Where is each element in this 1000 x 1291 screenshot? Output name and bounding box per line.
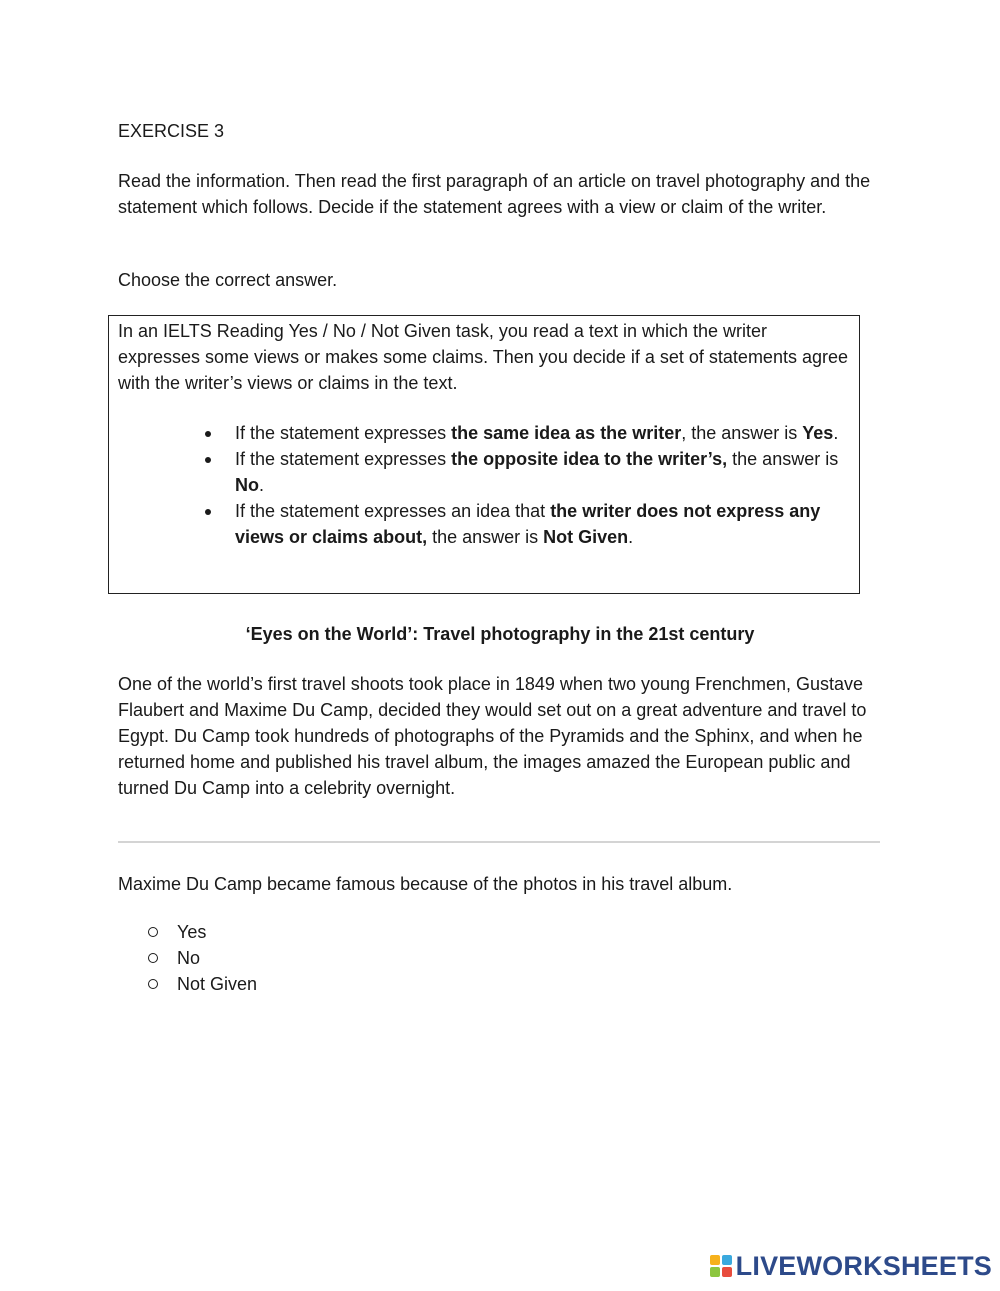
info-box-rules xyxy=(118,420,849,550)
section-divider xyxy=(118,841,880,843)
article-paragraph: One of the world’s first travel shoots took place in 1849 when two young Frenchmen, Gustave Flaubert and Maxime Du Camp, decided they would set out on a great adventure and travel to Egypt. Du Camp took hundreds of photographs of the Pyramids and the Sphinx, and when he returned home and published his travel album, the images amazed the European public and turned Du Camp into a celebrity overnight. xyxy=(118,674,867,798)
bullet-icon xyxy=(205,457,211,463)
bullet-icon xyxy=(205,431,211,437)
logo-square xyxy=(710,1267,720,1277)
logo-text: LIVEWORKSHEETS xyxy=(735,1251,992,1281)
liveworksheets-logo xyxy=(710,1253,992,1279)
info-box-intro: In an IELTS Reading Yes / No / Not Given task, you read a text in which the writer expresses some views or makes some claims. Then you decide if a set of statements agree with the writer’s views or claims in the text. xyxy=(118,321,848,393)
rule-item-no: If the statement expresses the opposite idea to the writer’s, the answer is No. xyxy=(235,446,849,498)
logo-square xyxy=(722,1255,732,1265)
option-no[interactable] xyxy=(145,945,257,971)
bullet-icon xyxy=(205,509,211,515)
logo-mark-icon xyxy=(710,1255,732,1277)
info-box xyxy=(108,315,860,594)
article-title: ‘Eyes on the World’: Travel photography in the 21st century xyxy=(245,624,755,644)
option-label[interactable]: Yes xyxy=(177,922,207,942)
instructions-text: Read the information. Then read the first paragraph of an article on travel photography and the statement which follows. Decide if the statement agrees with a view or claim of the writer. xyxy=(118,171,871,217)
logo-square xyxy=(722,1267,732,1277)
option-yes[interactable] xyxy=(145,919,257,945)
answer-options xyxy=(145,919,257,997)
rule-item-yes: If the statement expresses the same idea as the writer, the answer is Yes. xyxy=(235,420,849,446)
option-label[interactable]: No xyxy=(177,948,201,968)
exercise-title: EXERCISE 3 xyxy=(118,121,225,141)
rule-item-not-given: If the statement expresses an idea that the writer does not express any views or claims about, the answer is Not Given. xyxy=(235,498,849,550)
question-statement: Maxime Du Camp became famous because of the photos in his travel album. xyxy=(118,874,733,894)
radio-circle-icon[interactable] xyxy=(148,953,158,963)
radio-circle-icon[interactable] xyxy=(148,979,158,989)
logo-square xyxy=(710,1255,720,1265)
option-not-given[interactable] xyxy=(145,971,257,997)
radio-circle-icon[interactable] xyxy=(148,927,158,937)
option-label[interactable]: Not Given xyxy=(177,974,258,994)
choose-prompt: Choose the correct answer. xyxy=(118,270,338,290)
